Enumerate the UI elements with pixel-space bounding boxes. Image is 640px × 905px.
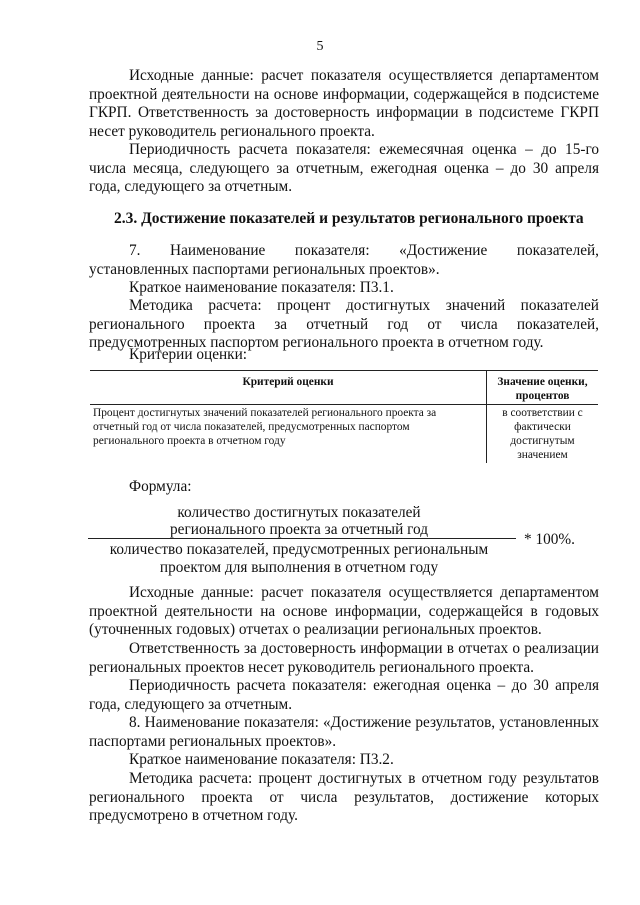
table-header-value: Значение оценки, процентов xyxy=(487,371,599,405)
criteria-label: Критерии оценки: xyxy=(129,346,248,363)
indicator-8-name: 8. Наименование показателя: «Достижение результатов, установленных паспортами региональных проектов». xyxy=(89,714,599,750)
table-header-row xyxy=(90,371,598,405)
table-cell-value: в соответствии с фактически достигнутым значением xyxy=(502,407,583,461)
periodicity-paragraph: Периодичность расчета показателя: ежемесячная оценка – до 15-го числа месяца, следующего за отчетным, ежегодная оценка – до 30 апреля года, следующего за отчетным. xyxy=(89,141,599,195)
source-data-paragraph: Исходные данные: расчет показателя осуществляется департаментом проектной деятельности на основе информации, содержащейся в подсистеме ГКРП. Ответственность за достоверность информации в подсистеме ГКРП несет руководитель регионального проекта. xyxy=(89,67,599,140)
periodicity-paragraph-2: Периодичность расчета показателя: ежегодная оценка – до 30 апреля года, следующего за отчетным. xyxy=(89,677,599,713)
formula-numerator-line-1: количество достигнутых показателей xyxy=(177,504,421,521)
indicator-7-name: 7. Наименование показателя: «Достижение показателей, установленных паспортами региональных проектов». xyxy=(89,242,599,278)
indicator-7-method: Методика расчета: процент достигнутых значений показателей регионального проекта за отчетный год от числа показателей, предусмотренных паспортом регионального проекта в отчетном году. xyxy=(89,297,599,351)
indicator-7-short-name: Краткое наименование показателя: П3.1. xyxy=(129,279,394,296)
source-data-paragraph-2: Исходные данные: расчет показателя осуществляется департаментом проектной деятельности на основе информации, содержащейся в годовых (уточненных годовых) отчетах о реализации региональных проектов. xyxy=(89,584,599,638)
table-cell-criterion: Процент достигнутых значений показателей регионального проекта за отчетный год от числа показателей, предусмотренных паспортом регионального проекта в отчетном году xyxy=(90,405,487,464)
criteria-table xyxy=(90,370,598,463)
formula-fraction-bar xyxy=(88,538,516,539)
formula-denominator-line-2: проектом для выполнения в отчетном году xyxy=(159,559,439,576)
table-row xyxy=(90,405,598,464)
formula-numerator-line-2: регионального проекта за отчетный год xyxy=(170,521,428,538)
responsibility-paragraph: Ответственность за достоверность информации в отчетах о реализации региональных проектов несет руководитель регионального проекта. xyxy=(89,640,599,676)
section-heading: 2.3. Достижение показателей и результатов регионального проекта xyxy=(114,210,584,227)
formula-label: Формула: xyxy=(129,478,192,495)
page-number: 5 xyxy=(316,39,324,54)
indicator-8-short-name: Краткое наименование показателя: П3.2. xyxy=(129,751,394,768)
formula-multiplier: * 100%. xyxy=(524,531,575,548)
indicator-8-method: Методика расчета: процент достигнутых в отчетном году результатов регионального проекта от числа результатов, достижение которых предусмотрено в отчетном году. xyxy=(89,770,599,824)
formula-denominator-line-1: количество показателей, предусмотренных региональным xyxy=(109,541,489,558)
table-header-criterion: Критерий оценки xyxy=(90,371,487,405)
